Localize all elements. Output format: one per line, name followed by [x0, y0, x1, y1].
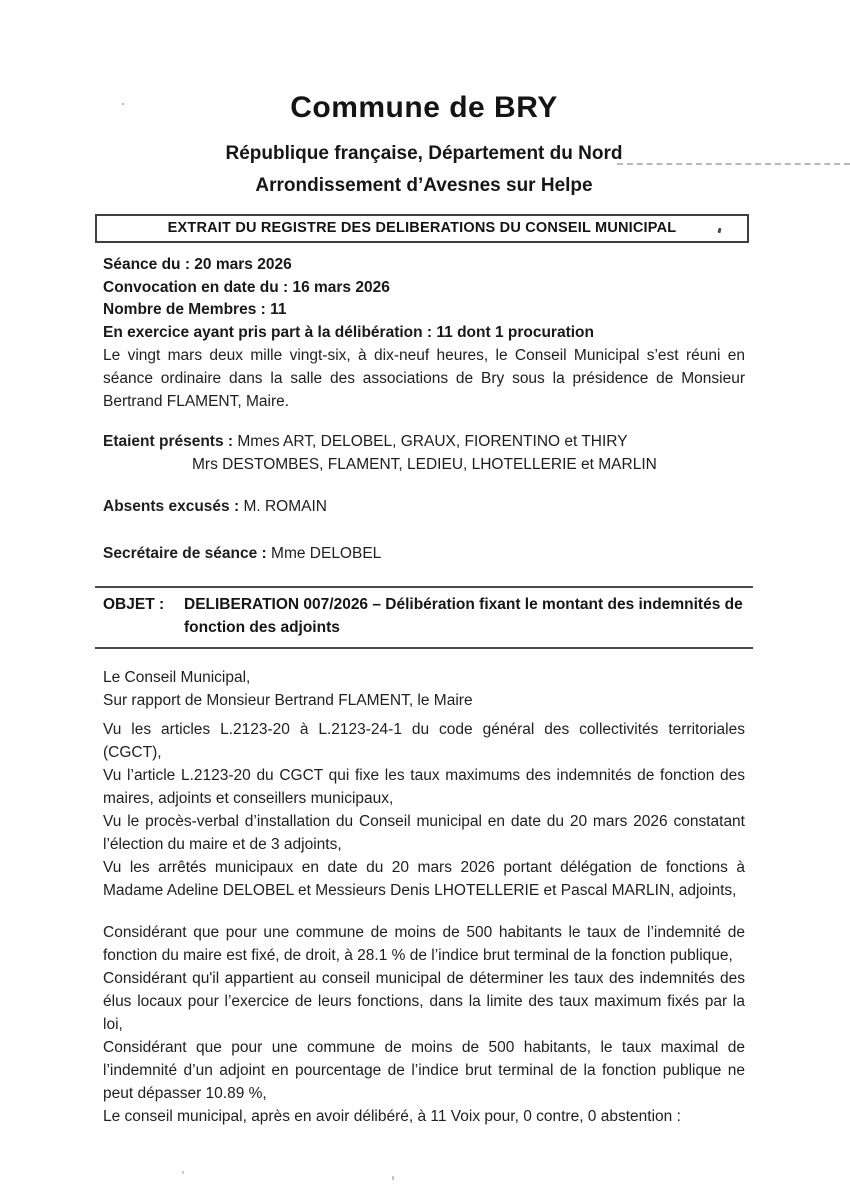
objet-section — [95, 586, 753, 649]
scan-artifact-speck — [392, 1176, 394, 1180]
body-intro-section — [103, 666, 745, 712]
en-exercice-line: En exercice ayant pris part à la délibération : 11 dont 1 procuration — [103, 323, 594, 341]
extrait-registre-box — [95, 214, 749, 243]
considerant-section — [103, 921, 745, 1105]
vu-paragraph: Vu l’article L.2123-20 du CGCT qui fixe les taux maximums des indemnités de fonction des maires, adjoints et conseillers municipaux, — [103, 767, 745, 807]
objet-title: DELIBERATION 007/2026 – Délibération fixant le montant des indemnités de fonction des adjoints — [184, 596, 743, 636]
convocation-date-line: Convocation en date du : 16 mars 2026 — [103, 278, 390, 296]
absents-value: M. ROMAIN — [243, 498, 327, 515]
vu-paragraph: Vu les arrêtés municipaux en date du 20 mars 2026 portant délégation de fonctions à Madame Adeline DELOBEL et Messieurs Denis LHOTELLERIE et Pascal MARLIN, adjoints, — [103, 859, 745, 899]
scan-artifact-speck — [122, 103, 124, 105]
vu-section — [103, 718, 745, 902]
presents-mmes: Mmes ART, DELOBEL, GRAUX, FIORENTINO et THIRY — [237, 433, 628, 450]
absents-label: Absents excusés : — [103, 498, 240, 515]
commune-title: Commune de BRY — [290, 91, 558, 124]
vu-paragraph: Vu les articles L.2123-20 à L.2123-24-1 du code général des collectivités territoriales (CGCT), — [103, 721, 745, 761]
presents-label: Etaient présents : — [103, 433, 234, 450]
nombre-membres-line: Nombre de Membres : 11 — [103, 301, 287, 318]
closing-deliberation-line: Le conseil municipal, après en avoir délibéré, à 11 Voix pour, 0 contre, 0 abstention : — [103, 1108, 681, 1125]
scan-artifact-speck — [182, 1171, 184, 1174]
vu-paragraph: Vu le procès-verbal d’installation du Conseil municipal en date du 20 mars 2026 constatant l’élection du maire et de 3 adjoints, — [103, 813, 745, 853]
scan-artifact-line — [617, 163, 850, 165]
considerant-paragraph: Considérant que pour une commune de moins de 500 habitants, le taux maximal de l’indemnité d’un adjoint en pourcentage de l’indice brut terminal de la fonction publique ne peut dépasser 10.89 %, — [103, 1039, 745, 1102]
objet-label: OBJET : — [103, 596, 165, 613]
secretaire-label: Secrétaire de séance : — [103, 545, 267, 562]
absents-section — [103, 495, 745, 518]
presents-mrs: Mrs DESTOMBES, FLAMENT, LEDIEU, LHOTELLERIE et MARLIN — [192, 456, 657, 473]
intro-paragraph: Le vingt mars deux mille vingt-six, à dix-neuf heures, le Conseil Municipal s’est réuni en séance ordinaire dans la salle des associations de Bry sous la présidence de Monsieur Bertrand FLAMENT, Maire. — [103, 347, 745, 410]
seance-date-line: Séance du : 20 mars 2026 — [103, 256, 292, 273]
conseil-municipal-line: Le Conseil Municipal, — [103, 669, 251, 686]
presents-section — [103, 430, 745, 476]
scan-artifact-dot — [718, 228, 722, 234]
sur-rapport-line: Sur rapport de Monsieur Bertrand FLAMENT, le Maire — [103, 692, 473, 709]
considerant-paragraph: Considérant qu'il appartient au conseil municipal de déterminer les taux des indemnités des élus locaux pour l’exercice de leurs fonctions, dans la limite des taux maximum fixés par la loi, — [103, 970, 745, 1033]
republique-subtitle: République française, Département du Nord — [225, 143, 623, 164]
considerant-paragraph: Considérant que pour une commune de moins de 500 habitants le taux de l’indemnité de fonction du maire est fixé, de droit, à 28.1 % de l’indice brut terminal de la fonction publique, — [103, 924, 745, 964]
presents-line — [103, 430, 745, 453]
secretaire-value: Mme DELOBEL — [271, 545, 382, 562]
secretaire-section — [103, 542, 745, 565]
arrondissement-subtitle: Arrondissement d’Avesnes sur Helpe — [255, 175, 593, 196]
extrait-registre-title: EXTRAIT DU REGISTRE DES DELIBERATIONS DU CONSEIL MUNICIPAL — [167, 220, 677, 236]
seance-meta-block — [103, 254, 745, 344]
